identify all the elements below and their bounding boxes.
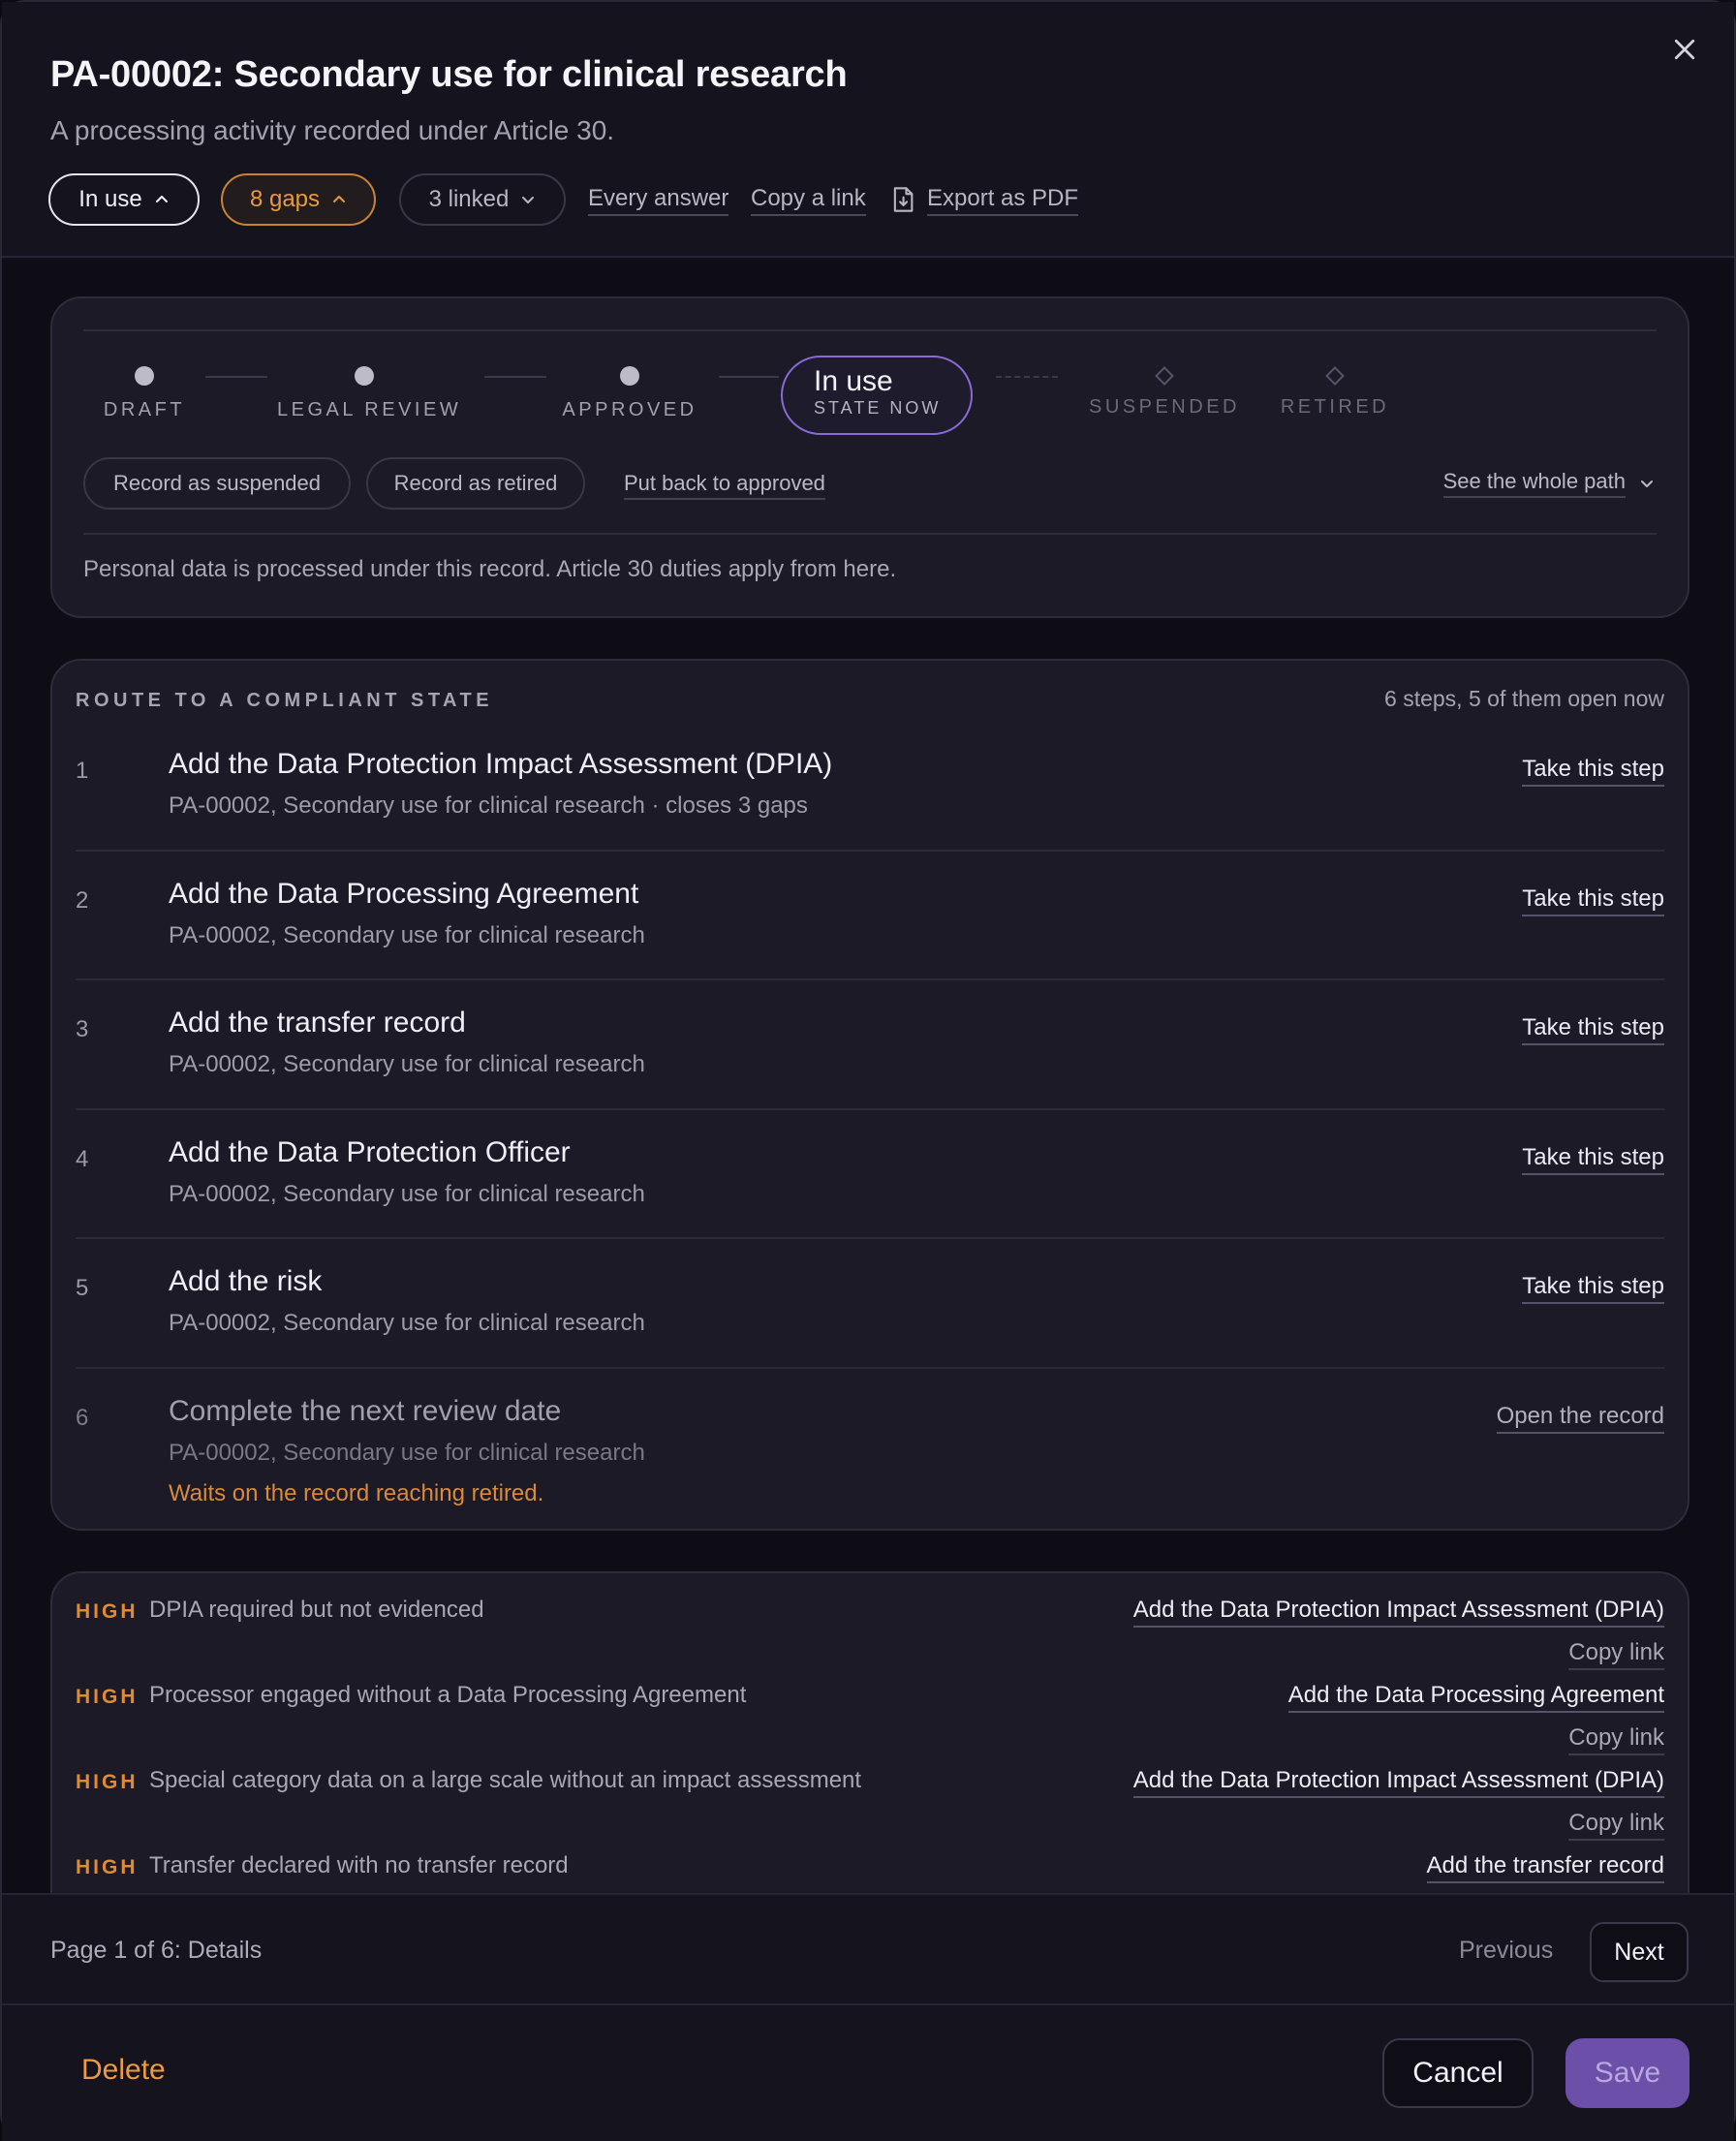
route-step-blocked (76, 1395, 1664, 1521)
put-back-approved-link[interactable]: Put back to approved (624, 471, 825, 500)
step-title: Add the risk (169, 1265, 323, 1297)
dialog-footer (2, 2005, 1734, 2141)
stage-label: LEGAL REVIEW (277, 399, 462, 420)
dialog-header (2, 2, 1734, 258)
gap-fix-link[interactable]: Add the Data Protection Impact Assessment (DPIA) (1133, 1597, 1664, 1628)
pdf-file-icon (891, 186, 914, 213)
cancel-button[interactable]: Cancel (1382, 2038, 1534, 2108)
current-state-name: In use (814, 365, 893, 397)
step-divider (76, 1108, 1664, 1110)
step-number: 6 (76, 1405, 89, 1431)
lifecycle-note: Personal data is processed under this record. Article 30 duties apply from here. (83, 556, 897, 582)
gap-fix-link[interactable]: Add the Data Processing Agreement (1288, 1682, 1664, 1713)
whole-path-toggle[interactable] (1443, 469, 1655, 498)
divider (83, 533, 1657, 535)
open-record-link[interactable]: Open the record (1497, 1403, 1664, 1434)
current-state-badge (781, 356, 973, 435)
previous-button[interactable]: Previous (1459, 1937, 1554, 1964)
take-step-link[interactable]: Take this step (1522, 756, 1664, 787)
severity-badge: HIGH (76, 1686, 139, 1708)
gaps-dropdown[interactable] (221, 173, 376, 226)
stage-connector (719, 376, 779, 378)
severity-badge: HIGH (76, 1600, 139, 1623)
chevron-up-icon (331, 192, 347, 207)
step-wait-note: Waits on the record reaching retired. (169, 1480, 544, 1506)
copy-link[interactable]: Copy link (1568, 1810, 1664, 1841)
gap-row (76, 1597, 1664, 1682)
stage-label: APPROVED (562, 399, 698, 420)
route-step (76, 878, 1664, 965)
state-dropdown[interactable] (48, 173, 200, 226)
whole-path-label: See the whole path (1443, 469, 1626, 498)
stage-label: RETIRED (1280, 396, 1390, 418)
state-dropdown-label: In use (78, 186, 142, 212)
route-step (76, 1007, 1664, 1094)
route-step (76, 1265, 1664, 1352)
step-divider (76, 978, 1664, 980)
every-answer-link[interactable]: Every answer (588, 185, 728, 216)
gap-row (76, 1682, 1664, 1767)
gap-description: Processor engaged without a Data Processing Agreement (149, 1682, 747, 1708)
dialog-body (2, 260, 1734, 1893)
stage-legal-review (277, 366, 462, 421)
step-divider (76, 1367, 1664, 1369)
copy-link[interactable]: Copy link (1568, 1639, 1664, 1670)
step-subtitle: PA-00002, Secondary use for clinical research (169, 922, 645, 948)
gaps-dropdown-label: 8 gaps (249, 186, 321, 212)
gap-description: Transfer declared with no transfer record (149, 1852, 569, 1878)
stage-draft (95, 366, 194, 421)
stage-dot (355, 366, 374, 386)
page-indicator: Page 1 of 6: Details (50, 1937, 263, 1964)
divider (83, 329, 1657, 331)
route-step (76, 748, 1664, 835)
gap-fix-link[interactable]: Add the transfer record (1427, 1852, 1664, 1883)
step-subtitle: PA-00002, Secondary use for clinical research (169, 1181, 645, 1207)
stage-dot (135, 366, 154, 386)
step-divider (76, 1237, 1664, 1239)
severity-badge: HIGH (76, 1771, 139, 1793)
step-subtitle: PA-00002, Secondary use for clinical research (169, 1051, 645, 1077)
route-heading: ROUTE TO A COMPLIANT STATE (76, 690, 494, 711)
stage-connector (205, 376, 267, 378)
stage-dot (620, 366, 639, 386)
step-title: Add the transfer record (169, 1007, 466, 1039)
step-title: Add the Data Protection Impact Assessment (DPIA) (169, 748, 833, 780)
stage-suspended (1087, 366, 1242, 419)
stage-approved (552, 366, 707, 421)
take-step-link[interactable]: Take this step (1522, 1144, 1664, 1175)
next-button[interactable]: Next (1590, 1922, 1689, 1982)
step-number: 2 (76, 887, 89, 914)
pending-diamond-icon (1155, 366, 1174, 386)
save-button[interactable]: Save (1566, 2038, 1690, 2108)
step-subtitle: PA-00002, Secondary use for clinical research (169, 1310, 645, 1336)
stage-connector-pending (996, 376, 1058, 378)
linked-dropdown[interactable] (399, 173, 566, 226)
take-step-link[interactable]: Take this step (1522, 1014, 1664, 1045)
step-title: Complete the next review date (169, 1395, 562, 1427)
export-pdf-link[interactable]: Export as PDF (927, 185, 1078, 216)
step-title: Add the Data Processing Agreement (169, 878, 639, 910)
delete-button[interactable]: Delete (81, 2054, 166, 2086)
gap-row (76, 1767, 1664, 1852)
gap-description: DPIA required but not evidenced (149, 1597, 484, 1623)
dialog-title: PA-00002: Secondary use for clinical research (50, 54, 848, 95)
dialog-subtitle: A processing activity recorded under Article 30. (50, 115, 615, 145)
step-subtitle: PA-00002, Secondary use for clinical research (169, 1440, 645, 1466)
step-subtitle: PA-00002, Secondary use for clinical research · closes 3 gaps (169, 792, 808, 819)
current-state-caption: STATE NOW (814, 398, 942, 418)
chevron-down-icon (1639, 476, 1655, 491)
step-title: Add the Data Protection Officer (169, 1136, 571, 1168)
step-number: 1 (76, 758, 89, 784)
record-suspended-button[interactable]: Record as suspended (83, 457, 351, 510)
stage-label: SUSPENDED (1089, 396, 1240, 418)
step-number: 5 (76, 1275, 89, 1301)
stage-label: DRAFT (103, 399, 186, 420)
take-step-link[interactable]: Take this step (1522, 885, 1664, 916)
copy-link[interactable]: Copy link (1568, 1724, 1664, 1755)
linked-dropdown-label: 3 linked (428, 186, 510, 212)
step-divider (76, 850, 1664, 852)
step-number: 3 (76, 1016, 89, 1042)
close-icon[interactable] (1670, 35, 1699, 64)
chevron-up-icon (154, 192, 170, 207)
pending-diamond-icon (1325, 366, 1345, 386)
route-meta: 6 steps, 5 of them open now (1384, 686, 1664, 711)
step-number: 4 (76, 1146, 89, 1172)
stage-connector (484, 376, 546, 378)
page-navigation (2, 1893, 1734, 2005)
lifecycle-card (50, 296, 1690, 618)
severity-badge: HIGH (76, 1856, 139, 1878)
gap-fix-link[interactable]: Add the Data Protection Impact Assessment (DPIA) (1133, 1767, 1664, 1798)
route-card (50, 659, 1690, 1531)
stage-retired (1277, 366, 1393, 419)
chevron-down-icon (520, 192, 536, 207)
copy-a-link-link[interactable]: Copy a link (751, 185, 866, 216)
record-retired-button[interactable]: Record as retired (366, 457, 585, 510)
route-step (76, 1136, 1664, 1224)
gap-description: Special category data on a large scale without an impact assessment (149, 1767, 862, 1793)
take-step-link[interactable]: Take this step (1522, 1273, 1664, 1304)
